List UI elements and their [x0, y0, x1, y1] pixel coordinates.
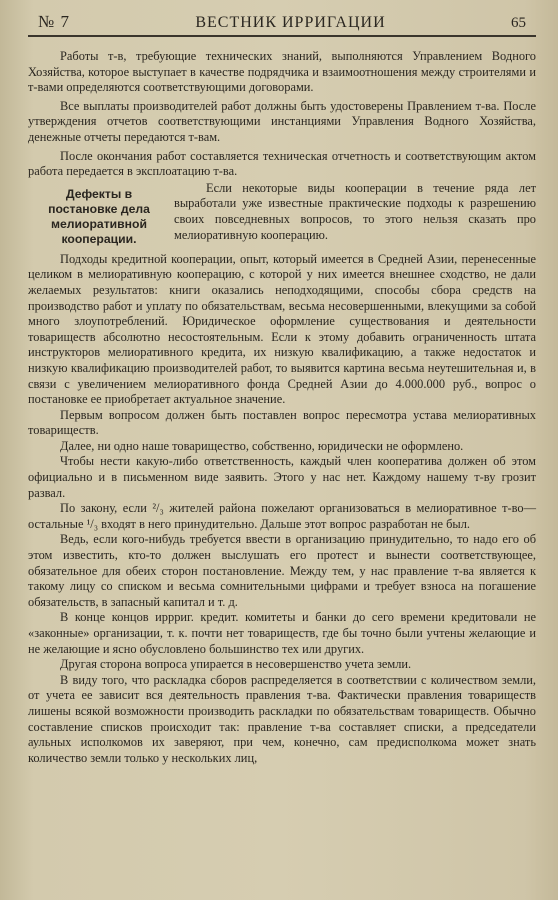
paragraph: Все выплаты производителей работ должны быть удостоверены Правлением т-ва. После утверждения отчетов соответствующими инстанциями Управления Водного Хозяйства, денежные отчеты передаются т-вам. [28, 98, 536, 144]
article-body [28, 49, 536, 766]
paragraph: Подходы кредитной кооперации, опыт, который имеется в Средней Азии, перенесенные целиком в мелиоративную кооперацию, с которой у них имеется внешнее сходство, не дали желаемых результатов: книги оказались неподходящими, способы сбора средств на производство работ и уплату по обязательствам, весьма несовершенными, влекущими за собой много злоупотреблений. Юридическое оформление существования и деятельности товариществ абсолютно несостоятельным. Если к этому добавить ограниченность штата инструкторов мелиоративного кредита, их низкую квалификацию, а также недостаток и низкую квалификацию производителей работ, то выявится картина весьма неутешительная и, в связи с увеличением мелиоративного фонда Средней Азии до 4.000.000 руб., вопрос о постановке ее приобретает актуальное значение. [28, 251, 536, 407]
paragraph: После окончания работ составляется техническая отчетность и соответствующим актом работа передается в эксплоатацию т-ва. [28, 148, 536, 179]
paragraph: Далее, ни одно наше товарищество, собственно, юридически не оформлено. [60, 438, 464, 453]
paragraph: Чтобы нести какую-либо ответственность, каждый член кооператива должен об этом официально и в письменном виде заявить. Этого у нас нет. Каждому нашему т-ву грозит развал. [28, 454, 536, 500]
side-heading: Дефекты в постановке дела мелиоративной кооперации. [48, 186, 150, 246]
paragraph: По закону, если ²/₃ жителей района пожелают организоваться в мелиоративное т-во—остальные ¹/₃ входят в него принудительно. Дальше этот вопрос разработан не был. [28, 501, 536, 531]
paragraph: Работы т-в, требующие технических знаний, выполняются Управлением Водного Хозяйства, которое выступает в качестве подрядчика и взаимоотношения между строителями и т-вами определяются соответствующими договорами. [28, 49, 536, 95]
section-with-side-heading [28, 181, 536, 249]
issue-number: № 7 [38, 12, 70, 31]
journal-title: ВЕСТНИК ИРРИГАЦИИ [195, 14, 386, 31]
paragraph: В конце концов иррриг. кредит. комитеты и банки до сего времени кредитовали не «законные» организации, т. к. почти нет товариществ, где бы точно были учтены желающие и не желающие и ясно обусловлено большинство тех или других. [28, 610, 536, 656]
paragraph: Если некоторые виды кооперации в течение ряда лет выработали уже известные практические подходы к разрешению своих повседневных вопросов, то этого нельзя сказать про мелиоративную кооперацию. [174, 180, 536, 242]
paragraph: Ведь, если кого-нибудь требуется ввести в организацию принудительно, то надо его об этом известить, кто-то должен выслушать его протест и вынести соответствующее, обязательное для обеих сторон постановление. Между тем, у нас правление т-ва является к такому лицу со списком и весьма сомнительными цифрами и требует взноса на погашение обязательств, в запасный капитал и т. д. [28, 532, 536, 609]
paragraph: Первым вопросом должен быть поставлен вопрос пересмотра устава мелиоративных товариществ. [28, 407, 536, 438]
paragraph: В виду того, что раскладка сборов распределяется в соответствии с количеством земли, от учета ее зависит вся деятельность правления т-ва. Фактически правления товариществ лишены всякой возможности производить раскладки по обязательствам товариществ. Обычно составление списков происходит так: правление т-ва составляет списки, а председатели аульных исполкомов их заверяют, при чем, конечно, сам предисполкома может знать количество земли только у нескольких лиц, [28, 672, 536, 765]
page-header [28, 8, 536, 37]
paragraph: Другая сторона вопроса упирается в несовершенство учета земли. [60, 657, 412, 672]
page-number: 65 [510, 15, 526, 31]
